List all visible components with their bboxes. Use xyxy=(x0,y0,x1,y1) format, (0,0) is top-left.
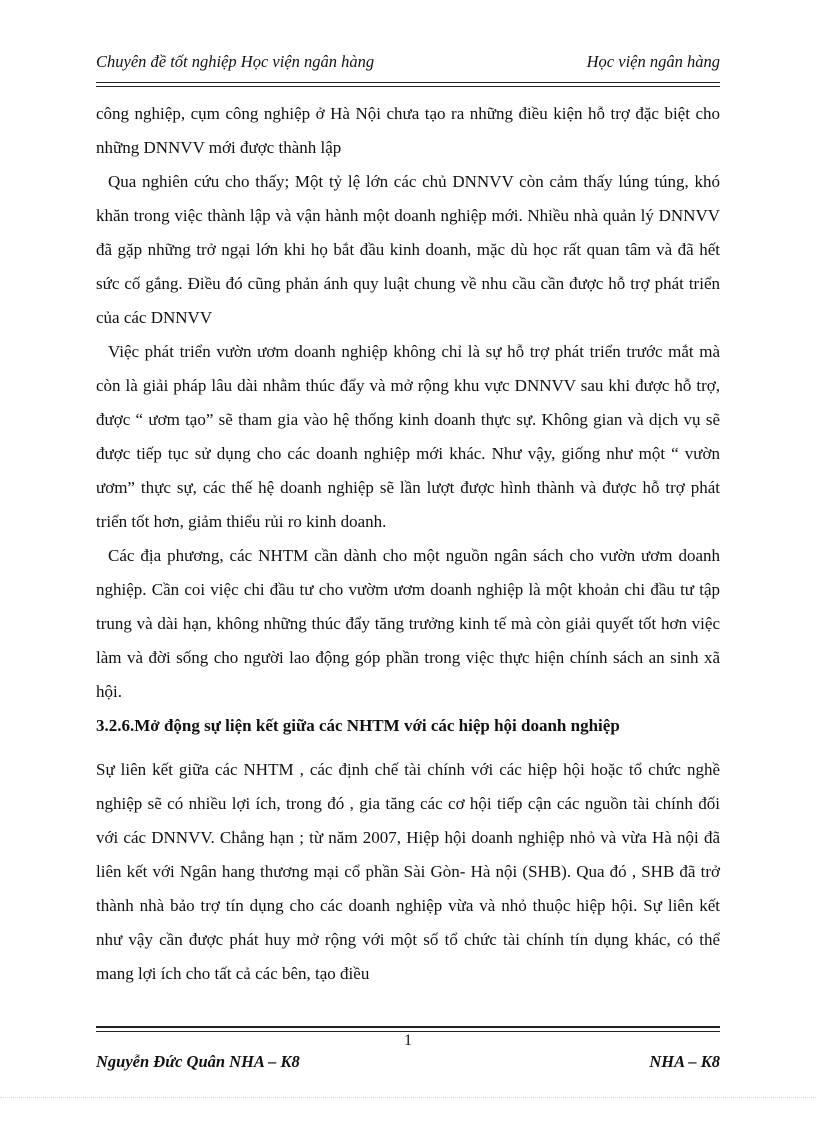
paragraph-3: Việc phát triển vườn ươm doanh nghiệp không chỉ là sự hỗ trợ phát triển trước mắt mà còn là giải pháp lâu dài nhằm thúc đẩy và mở rộng khu vực DNNVV sau khi được hỗ trợ, được “ ươm tạo” sẽ tham gia vào hệ thống kinh doanh thực sự. Không gian và dịch vụ sẽ được tiếp tục sử dụng cho các doanh nghiệp mới khác. Như vậy, giống như một “ vườn ươm” thực sự, các thế hệ doanh nghiệp sẽ lần lượt được hình thành và được hỗ trợ phát triển tốt hơn, giảm thiểu rủi ro kinh doanh. xyxy=(96,342,720,531)
paragraph-1: công nghiệp, cụm công nghiệp ở Hà Nội chưa tạo ra những điều kiện hỗ trợ đặc biệt cho những DNNVV mới được thành lập xyxy=(96,104,720,157)
footer-left-text: Nguyễn Đức Quân NHA – K8 xyxy=(96,1052,300,1071)
header-rule-thin xyxy=(96,86,720,87)
paragraph-4: Các địa phương, các NHTM cần dành cho một nguồn ngân sách cho vườn ươm doanh nghiệp. Cần coi việc chi đầu tư cho vườm ươm doanh nghiệp là một khoản chi đầu tư tập trung và dài hạn, không những thúc đẩy tăng trưởng kinh tế mà còn giải quyết tốt hơn việc làm và đời sống cho người lao động góp phần trong việc thực hiện chính sách an sinh xã hội. xyxy=(96,546,720,701)
page-body xyxy=(96,97,720,991)
footer-right-text: NHA – K8 xyxy=(649,1052,720,1071)
header-right-text: Học viện ngân hàng xyxy=(586,52,720,71)
page-header xyxy=(96,52,720,76)
paragraph-5: Sự liên kết giữa các NHTM , các định chế tài chính với các hiệp hội hoặc tổ chức nghề nghiệp sẽ có nhiều lợi ích, trong đó , gia tăng các cơ hội tiếp cận các nguồn tài chính đối với các DNNVV. Chẳng hạn ; từ năm 2007, Hiệp hội doanh nghiệp nhỏ và vừa Hà nội đã liên kết với Ngân hang thương mại cổ phần Sài Gòn- Hà nội (SHB). Qua đó , SHB đã trở thành nhà bảo trợ tín dụng cho các doanh nghiệp vừa và nhỏ thuộc hiệp hội. Sự liên kết như vậy cần được phát huy mở rộng với một số tổ chức tài chính tín dụng khác, có thể mang lợi ích cho tất cả các bên, tạo điều xyxy=(96,760,720,983)
page-number: 1 xyxy=(404,1032,412,1049)
section-heading: 3.2.6.Mở động sự liện kết giữa các NHTM với các hiệp hội doanh nghiệp xyxy=(96,716,620,735)
header-left-text: Chuyên đề tốt nghiệp Học viện ngân hàng xyxy=(96,52,375,71)
page-footer xyxy=(96,1052,720,1076)
footer-rule xyxy=(96,1026,720,1028)
page-edge xyxy=(0,1097,816,1098)
header-rule xyxy=(96,82,720,83)
paragraph-2: Qua nghiên cứu cho thấy; Một tỷ lệ lớn các chủ DNNVV còn cảm thấy lúng túng, khó khăn trong việc thành lập và vận hành một doanh nghiệp mới. Nhiều nhà quản lý DNNVV đã gặp những trở ngại lớn khi họ bắt đầu kinh doanh, mặc dù học rất quan tâm và đã hết sức cố gắng. Điều đó cũng phản ánh quy luật chung về nhu cầu cần được hỗ trợ phát triển của các DNNVV xyxy=(96,172,720,327)
